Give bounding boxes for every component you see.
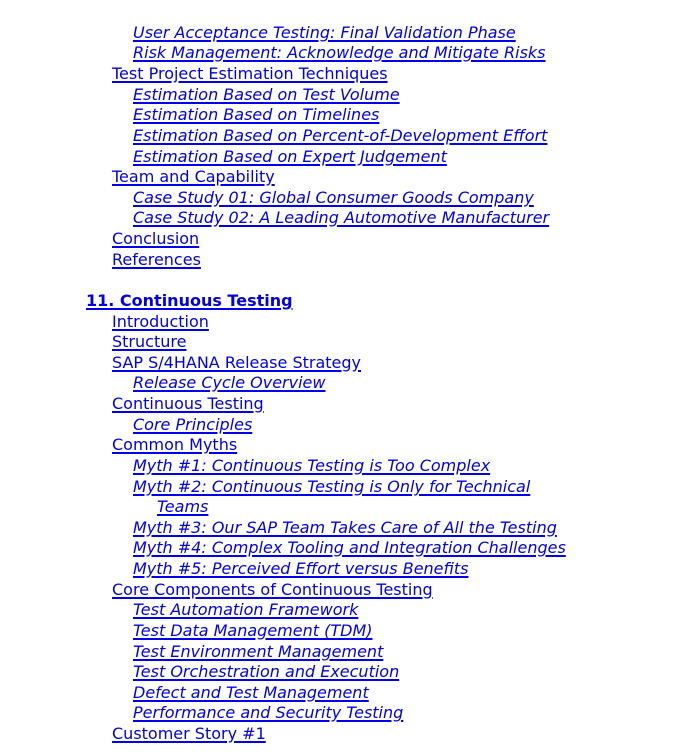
toc-link-myth-4[interactable]: Myth #4: Complex Tooling and Integration Challenges [133,538,566,557]
toc-link-conclusion[interactable]: Conclusion [112,229,200,248]
toc-link-team-capability[interactable]: Team and Capability [112,167,275,186]
toc-link-myth-1[interactable]: Myth #1: Continuous Testing is Too Complex [133,456,491,475]
toc-link-continuous-testing[interactable]: Continuous Testing [112,394,264,413]
toc-link-test-environment-management[interactable]: Test Environment Management [133,642,384,661]
toc-link-performance-security[interactable]: Performance and Security Testing [133,703,404,722]
toc-link-myth-2[interactable]: Myth #2: Continuous Testing is Only for Technical [133,477,531,496]
toc-link-estimation-timelines[interactable]: Estimation Based on Timelines [133,105,380,124]
toc-link-estimation-test-volume[interactable]: Estimation Based on Test Volume [133,85,400,104]
toc-link-estimation-percent-dev[interactable]: Estimation Based on Percent-of-Development Effort [133,126,548,145]
toc-link-structure[interactable]: Structure [112,332,187,351]
toc-link-references[interactable]: References [112,250,201,269]
toc-link-estimation-expert[interactable]: Estimation Based on Expert Judgement [133,147,447,166]
toc-chapter-11-title[interactable]: 11. Continuous Testing [86,291,293,310]
toc-link-test-project-estimation[interactable]: Test Project Estimation Techniques [112,64,388,83]
toc-link-customer-story-1[interactable]: Customer Story #1 [112,724,266,743]
toc-link-core-principles[interactable]: Core Principles [133,415,253,434]
toc-link-introduction[interactable]: Introduction [112,312,209,331]
toc-link-common-myths[interactable]: Common Myths [112,435,238,454]
toc-link-myth-3[interactable]: Myth #3: Our SAP Team Takes Care of All the Testing [133,518,557,537]
toc-link-case-study-02[interactable]: Case Study 02: A Leading Automotive Manufacturer [133,208,550,227]
toc-link-release-strategy[interactable]: SAP S/4HANA Release Strategy [112,353,361,372]
toc-link-test-orchestration[interactable]: Test Orchestration and Execution [133,662,400,681]
toc-link-myth-2-continued[interactable]: Teams [157,497,209,516]
toc-link-test-data-management[interactable]: Test Data Management (TDM) [133,621,373,640]
toc-link-release-cycle-overview[interactable]: Release Cycle Overview [133,373,326,392]
toc-link-defect-test-management[interactable]: Defect and Test Management [133,683,369,702]
toc-link-myth-5[interactable]: Myth #5: Perceived Effort versus Benefits [133,559,469,578]
toc-link-test-automation-framework[interactable]: Test Automation Framework [133,600,359,619]
toc-link-risk-management[interactable]: Risk Management: Acknowledge and Mitigate Risks [133,43,546,62]
toc-link-user-acceptance-testing[interactable]: User Acceptance Testing: Final Validation Phase [133,23,516,42]
toc-link-core-components[interactable]: Core Components of Continuous Testing [112,580,433,599]
toc-link-case-study-01[interactable]: Case Study 01: Global Consumer Goods Company [133,188,534,207]
